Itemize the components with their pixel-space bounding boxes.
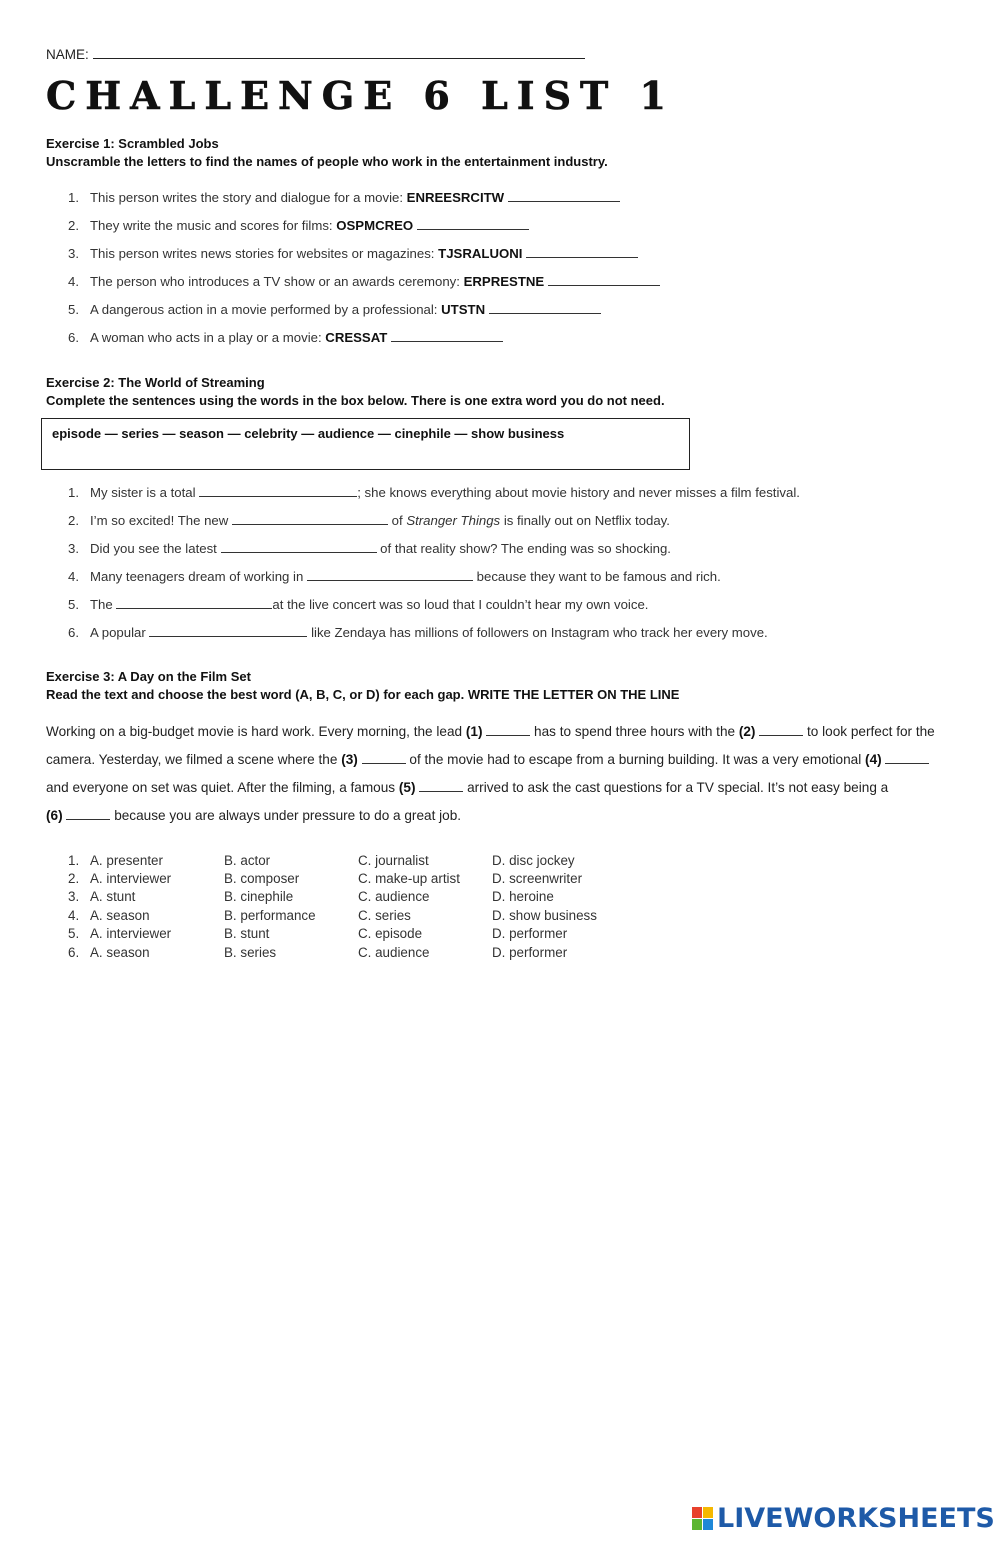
scrambled-word: CRESSAT [325,330,388,345]
option-c: C. audience [358,945,430,960]
option-d: D. performer [492,926,568,941]
option-c: C. journalist [358,853,429,868]
ex1-heading: Exercise 1: Scrambled Jobs [46,136,219,151]
answer-blank[interactable] [489,302,601,314]
ex2-item: 3. Did you see the latest of that reality show? The ending was so shocking. [68,541,671,556]
ex2-item: 2. I’m so excited! The new of Stranger Things is finally out on Netflix today. [68,513,670,528]
option-d: D. show business [492,908,597,923]
gap-blank[interactable] [419,780,463,792]
scrambled-word: UTSTN [441,302,486,317]
option-d: D. performer [492,945,568,960]
answer-blank[interactable] [232,513,388,525]
ex3-instruction: Read the text and choose the best word (A, B, C, or D) for each gap. WRITE THE LETTER ON THE LINE [46,687,680,702]
word-box [41,418,690,470]
option-c: C. audience [358,889,430,904]
ex2-item: 4. Many teenagers dream of working in because they want to be famous and rich. [68,569,721,584]
scrambled-word: ENREESRCITW [406,190,505,205]
ex1-instruction: Unscramble the letters to find the names of people who work in the entertainment industry. [46,154,608,169]
gap-blank[interactable] [759,724,803,736]
option-b: B. actor [224,853,271,868]
option-a: A. season [90,908,150,923]
paragraph-line: camera. Yesterday, we filmed a scene where the (3) of the movie had to escape from a burning building. It was a very emotional (4) [46,752,929,767]
name-label: NAME: [46,47,89,62]
paragraph-line: Working on a big-budget movie is hard work. Every morning, the lead (1) has to spend three hours with the (2) to look perfect for the [46,724,935,739]
options-row: 2. A. interviewer B. composer C. make-up artist D. screenwriter [68,871,583,886]
gap-blank[interactable] [486,724,530,736]
ex2-item: 1. My sister is a total ; she knows everything about movie history and never misses a film festival. [68,485,800,500]
ex2-item: 6. A popular like Zendaya has millions of followers on Instagram who track her every move. [68,625,768,640]
name-input-line[interactable] [93,46,585,59]
answer-blank[interactable] [149,625,307,637]
logo-text: LIVEWORKSHEETS [717,1503,995,1534]
option-c: C. make-up artist [358,871,460,886]
option-a: A. interviewer [90,871,172,886]
option-c: C. episode [358,926,423,941]
answer-blank[interactable] [548,274,660,286]
ex1-item: 4. The person who introduces a TV show or an awards ceremony: ERPRESTNE [0,274,1000,292]
option-b: B. stunt [224,926,270,941]
word-box-text: episode — series — season — celebrity — audience — cinephile — show business [52,426,565,441]
answer-blank[interactable] [391,330,503,342]
gap-blank[interactable] [885,752,929,764]
answer-blank[interactable] [199,485,357,497]
option-b: B. performance [224,908,316,923]
ex1-item: 1. This person writes the story and dialogue for a movie: ENREESRCITW [0,190,1000,208]
options-row: 6. A. season B. series C. audience D. performer [68,945,568,960]
show-title: Stranger Things [406,513,501,528]
name-row [46,46,585,62]
options-row: 1. A. presenter B. actor C. journalist D. disc jockey [68,853,575,868]
option-d: D. disc jockey [492,853,575,868]
paragraph-line: and everyone on set was quiet. After the filming, a famous (5) arrived to ask the cast questions for a TV special. It’s not easy being a [46,780,889,795]
ex1-item: 3. This person writes news stories for websites or magazines: TJSRALUONI [0,246,1000,264]
option-a: A. presenter [90,853,163,868]
options-row: 5. A. interviewer B. stunt C. episode D. performer [68,926,568,941]
gap-blank[interactable] [362,752,406,764]
scrambled-word: OSPMCREO [336,218,414,233]
option-a: A. stunt [90,889,136,904]
ex3-heading: Exercise 3: A Day on the Film Set [46,669,251,684]
option-b: B. series [224,945,277,960]
logo-tiles-icon [692,1507,714,1531]
scrambled-word: ERPRESTNE [463,274,545,289]
options-row: 4. A. season B. performance C. series D. show business [68,908,597,923]
option-b: B. cinephile [224,889,294,904]
option-b: B. composer [224,871,300,886]
answer-blank[interactable] [417,218,529,230]
answer-blank[interactable] [116,597,272,609]
answer-blank[interactable] [307,569,473,581]
option-d: D. heroine [492,889,554,904]
paragraph-line: (6) because you are always under pressure to do a great job. [46,808,462,823]
ex2-instruction: Complete the sentences using the words in the box below. There is one extra word you do not need. [46,393,665,408]
option-a: A. season [90,945,150,960]
ex2-heading: Exercise 2: The World of Streaming [46,375,265,390]
ex1-item: 2. They write the music and scores for films: OSPMCREO [0,218,1000,236]
answer-blank[interactable] [508,190,620,202]
gap-blank[interactable] [66,808,110,820]
option-a: A. interviewer [90,926,172,941]
ex1-item: 5. A dangerous action in a movie performed by a professional: UTSTN [0,302,1000,320]
ex1-item: 6. A woman who acts in a play or a movie: CRESSAT [0,330,1000,348]
option-d: D. screenwriter [492,871,583,886]
answer-blank[interactable] [221,541,377,553]
page-title: CHALLENGE 6 LIST 1 [46,73,675,118]
options-row: 3. A. stunt B. cinephile C. audience D. heroine [68,889,554,904]
ex2-item: 5. The at the live concert was so loud that I couldn’t hear my own voice. [68,597,649,612]
scrambled-word: TJSRALUONI [438,246,523,261]
answer-blank[interactable] [526,246,638,258]
option-c: C. series [358,908,411,923]
